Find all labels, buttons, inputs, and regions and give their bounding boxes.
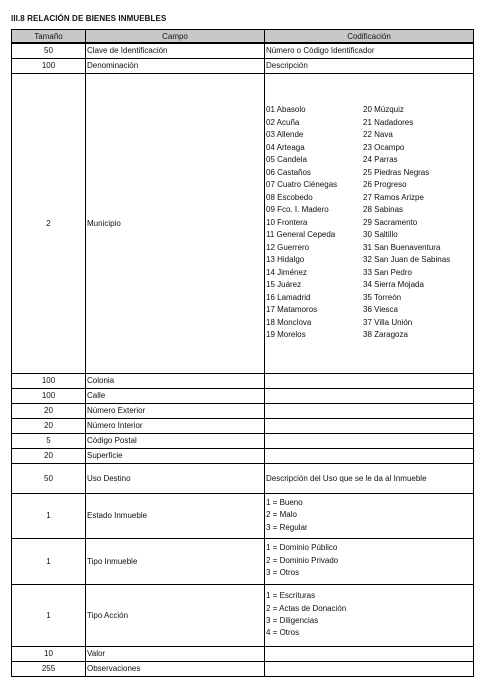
cell-size: 1 xyxy=(12,584,86,646)
option-text: 1 = Escrituras xyxy=(266,591,316,601)
municipio-item: 18 Monclova xyxy=(266,317,312,327)
municipio-item: 11 General Cepeda xyxy=(266,230,336,240)
municipio-item: 10 Frontera xyxy=(266,217,308,227)
municipio-item: 03 Allende xyxy=(266,130,304,140)
cell-size: 20 xyxy=(12,418,86,433)
municipio-item: 15 Juárez xyxy=(266,280,302,290)
table-row xyxy=(12,58,474,73)
municipio-item: 26 Progreso xyxy=(363,180,407,190)
cell-field: Código Postal xyxy=(86,433,265,448)
cell-size: 2 xyxy=(12,73,86,373)
cell-size: 100 xyxy=(12,388,86,403)
municipio-item: 34 Sierra Mojada xyxy=(363,280,424,290)
option-text: 4 = Otros xyxy=(266,628,300,638)
table-row xyxy=(12,403,474,418)
table-row-municipio xyxy=(12,73,474,373)
cell-field: Tipo Inmueble xyxy=(86,538,265,584)
cell-field: Clave de Identificación xyxy=(86,43,265,58)
municipio-codes-cell xyxy=(265,73,474,373)
cell-coding xyxy=(265,418,474,433)
option-text: 3 = Otros xyxy=(266,568,300,578)
cell-size: 20 xyxy=(12,448,86,463)
table-row xyxy=(12,463,474,493)
municipio-item: 37 Villa Unión xyxy=(363,317,413,327)
cell-coding xyxy=(265,433,474,448)
municipio-item: 01 Abasolo xyxy=(266,105,306,115)
municipio-list-right xyxy=(363,104,450,342)
municipio-item: 08 Escobedo xyxy=(266,192,313,202)
table-row xyxy=(12,418,474,433)
municipio-item: 02 Acuña xyxy=(266,117,300,127)
tipo-inmueble-options-cell xyxy=(265,538,474,584)
municipio-item: 33 San Pedro xyxy=(363,267,412,277)
table-row xyxy=(12,433,474,448)
cell-coding xyxy=(265,388,474,403)
cell-coding xyxy=(265,448,474,463)
cell-field: Estado Inmueble xyxy=(86,493,265,538)
table-row xyxy=(12,43,474,58)
table-row xyxy=(12,373,474,388)
municipio-item: 38 Zaragoza xyxy=(363,330,408,340)
municipio-item: 09 Fco. I. Madero xyxy=(266,205,329,215)
municipio-item: 27 Ramos Arizpe xyxy=(363,192,424,202)
table-row xyxy=(12,538,474,584)
table-row xyxy=(12,493,474,538)
header-field: Campo xyxy=(86,30,265,44)
header-size: Tamaño xyxy=(12,30,86,44)
cell-size: 255 xyxy=(12,661,86,676)
table-row xyxy=(12,661,474,676)
cell-size: 1 xyxy=(12,493,86,538)
municipio-item: 16 Lamadrid xyxy=(266,292,311,302)
option-text: 3 = Regular xyxy=(266,522,308,532)
cell-coding xyxy=(265,373,474,388)
estado-options-cell xyxy=(265,493,474,538)
municipio-item: 24 Parras xyxy=(363,155,398,165)
cell-coding xyxy=(265,646,474,661)
cell-coding xyxy=(265,661,474,676)
cell-coding: Descripción del Uso que se le da al Inmueble xyxy=(265,463,474,493)
option-text: 2 = Malo xyxy=(266,510,297,520)
municipio-item: 30 Saltillo xyxy=(363,230,398,240)
option-text: 1 = Bueno xyxy=(266,497,303,507)
table-row xyxy=(12,646,474,661)
cell-field: Valor xyxy=(86,646,265,661)
municipio-item: 28 Sabinas xyxy=(363,205,404,215)
municipio-item: 12 Guerrero xyxy=(266,242,310,252)
cell-field: Número Exterior xyxy=(86,403,265,418)
tipo-accion-options-cell xyxy=(265,584,474,646)
municipio-item: 35 Torreón xyxy=(363,292,402,302)
municipio-item: 05 Candela xyxy=(266,155,307,165)
cell-field: Superficie xyxy=(86,448,265,463)
cell-field: Colonia xyxy=(86,373,265,388)
cell-coding: Descripción xyxy=(265,58,474,73)
municipio-list-left xyxy=(266,104,363,342)
municipio-item: 29 Sacramento xyxy=(363,217,418,227)
cell-size: 5 xyxy=(12,433,86,448)
municipio-list xyxy=(266,104,472,342)
municipio-item: 14 Jiménez xyxy=(266,267,307,277)
cell-size: 100 xyxy=(12,58,86,73)
municipio-item: 19 Morelos xyxy=(266,330,306,340)
municipio-item: 21 Nadadores xyxy=(363,117,414,127)
table-row xyxy=(12,388,474,403)
cell-field: Tipo Acción xyxy=(86,584,265,646)
municipio-item: 22 Nava xyxy=(363,130,393,140)
municipio-item: 07 Cuatro Ciénegas xyxy=(266,180,338,190)
table-row xyxy=(12,584,474,646)
option-text: 3 = Diligencias xyxy=(266,616,319,625)
table-header-row xyxy=(12,30,474,44)
cell-size: 50 xyxy=(12,463,86,493)
municipio-item: 36 Viesca xyxy=(363,305,398,315)
cell-field: Número Interior xyxy=(86,418,265,433)
option-text: 2 = Dominio Privado xyxy=(266,555,339,565)
cell-size: 50 xyxy=(12,43,86,58)
cell-field: Uso Destino xyxy=(86,463,265,493)
option-text: 1 = Dominio Público xyxy=(266,543,338,553)
municipio-item: 23 Ocampo xyxy=(363,142,405,152)
header-coding: Codificación xyxy=(265,30,474,44)
municipio-item: 31 San Buenaventura xyxy=(363,242,441,252)
cell-coding: Número o Código Identificador xyxy=(265,43,474,58)
cell-size: 20 xyxy=(12,403,86,418)
section-title: III.8 RELACIÓN DE BIENES INMUEBLES xyxy=(11,14,167,23)
municipio-item: 06 Castaños xyxy=(266,167,311,177)
cell-field: Calle xyxy=(86,388,265,403)
cell-size: 100 xyxy=(12,373,86,388)
cell-size: 1 xyxy=(12,538,86,584)
cell-field: Observaciones xyxy=(86,661,265,676)
cell-size: 10 xyxy=(12,646,86,661)
municipio-item: 20 Múzquiz xyxy=(363,105,404,115)
cell-field: Denominación xyxy=(86,58,265,73)
municipio-item: 13 Hidalgo xyxy=(266,255,305,265)
cell-field: Municipio xyxy=(86,73,265,373)
municipio-item: 25 Piedras Negras xyxy=(363,167,430,177)
field-spec-table xyxy=(11,29,474,677)
cell-coding xyxy=(265,403,474,418)
option-text: 2 = Actas de Donación xyxy=(266,603,347,613)
table-row xyxy=(12,448,474,463)
municipio-item: 04 Arteaga xyxy=(266,142,305,152)
municipio-item: 32 San Juan de Sabinas xyxy=(363,255,451,265)
municipio-item: 17 Matamoros xyxy=(266,305,318,315)
